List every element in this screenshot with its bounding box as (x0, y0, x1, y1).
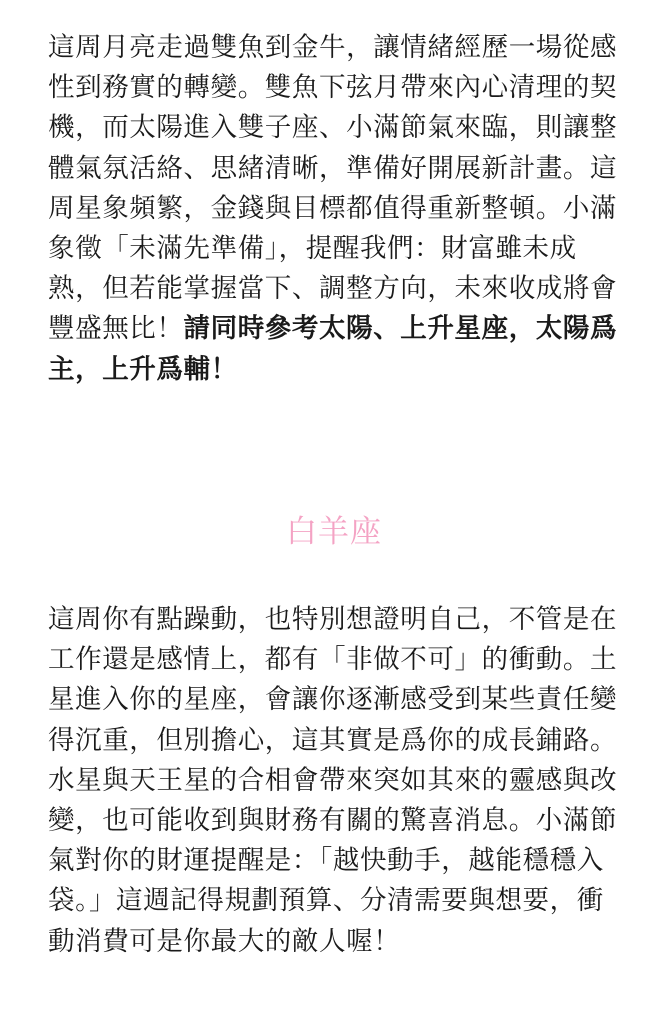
intro-text: 這周月亮走過雙魚到金牛，讓情緒經歷一場從感性到務實的轉變。雙魚下弦月帶來內心清理的契機，而太陽進入雙子座、小滿節氣來臨，則讓整體氣氛活絡、思緒清晰，準備好開展新計畫。這周星象頻繁，金錢與目標都值得重新整頓。小滿象徵「未滿先準備」，提醒我們：財富雖未成熟，但若能掌握當下、調整方向，未來收成將會豐盛無比！ (48, 32, 618, 345)
zodiac-section-title: 白羊座 (286, 514, 382, 550)
intro-paragraph (48, 28, 628, 390)
intro-emphasis-text: 請同時參考太陽、上升星座，太陽爲主，上升爲輔！ (48, 313, 618, 385)
zodiac-paragraph: 這周你有點躁動，也特別想證明自己，不管是在工作還是感情上，都有「非做不可」的衝動。土星進入你的星座，會讓你逐漸感受到某些責任變得沉重，但別擔心，這其實是爲你的成長鋪路。水星與天王星的合相會帶來突如其來的靈感與改變，也可能收到與財務有關的驚喜消息。小滿節氣對你的財運提醒是：「越快動手，越能穩穩入袋。」這週記得規劃預算、分清需要與想要，衝動消費可是你最大的敵人喔！ (48, 604, 618, 957)
